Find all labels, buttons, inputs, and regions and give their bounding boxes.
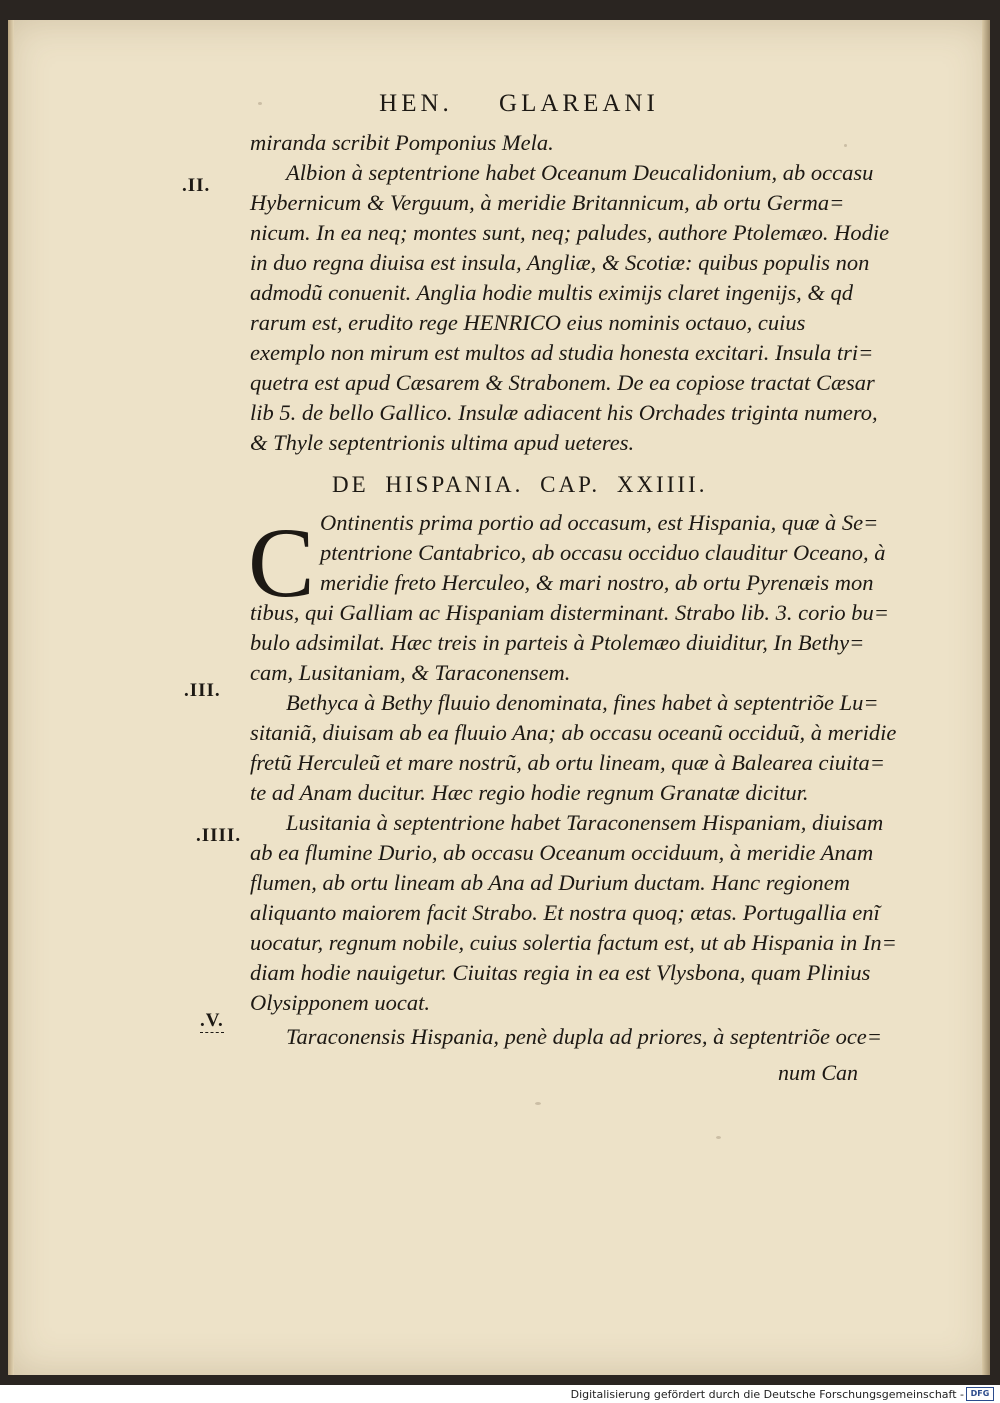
text-line: rarum est, erudito rege HENRICO eius nominis octauo, cuius [250,310,806,335]
text-line: quetra est apud Cæsarem & Strabonem. De ea copiose tractat Cæsar [250,370,875,395]
text-line: diam hodie nauigetur. Ciuitas regia in ea est Vlysbona, quam Plinius [250,960,871,985]
text-line: uocatur, regnum nobile, cuius solertia factum est, ut ab Hispania in In= [250,930,897,955]
text-line: cam, Lusitaniam, & Taraconensem. [250,660,571,685]
paper-speck [844,144,847,147]
text-line: nicum. In ea neq; montes sunt, neq; paludes, authore Ptolemæo. Hodie [250,220,890,245]
text-line: lib 5. de bello Gallico. Insulæ adiacent his Orchades triginta numero, [250,400,878,425]
text-line: Bethyca à Bethy fluuio denominata, fines habet à septentriõe Lu= [286,690,879,715]
text-line: meridie freto Herculeo, & mari nostro, ab ortu Pyrenæis mon [320,570,874,595]
text-line: miranda scribit Pomponius Mela. [250,130,554,155]
margin-number: .IIII. [196,825,242,846]
text-line: aliquanto maiorem facit Strabo. Et nostra quoq; ætas. Portugallia enĩ [250,900,880,925]
text-line: te ad Anam ducitur. Hæc regio hodie regnum Granatæ dicitur. [250,780,809,805]
text-line: exemplo non mirum est multos ad studia honesta excitari. Insula tri= [250,340,874,365]
margin-number: .II. [182,175,211,196]
text-line: in duo regna diuisa est insula, Angliæ, & Scotiæ: quibus populis non [250,250,870,275]
margin-number: .III. [184,680,221,701]
text-line: Hybernicum & Verguum, à meridie Britannicum, ab ortu Germa= [250,190,845,215]
paper-speck [535,1102,541,1105]
text-line: Taraconensis Hispania, penè dupla ad priores, à septentriõe oce= [286,1024,882,1049]
text-line: fretũ Herculeũ et mare nostrũ, ab ortu lineam, quæ à Balearea ciuita= [250,750,885,775]
text-line: ab ea flumine Durio, ab occasu Oceanum occiduum, à meridie Anam [250,840,874,865]
margin-number: .V. [200,1010,224,1031]
text-line: Albion à septentrione habet Oceanum Deucalidonium, ab occasu [286,160,874,185]
paper-speck [716,1136,721,1139]
digitization-credit: Digitalisierung gefördert durch die Deutsche Forschungsgemeinschaft - [570,1388,964,1401]
text-line: ptentrione Cantabrico, ab occasu occiduo clauditur Oceano, à [320,540,886,565]
catchword: num Can [778,1060,859,1085]
text-line: Ontinentis prima portio ad occasum, est Hispania, quæ à Se= [320,510,879,535]
text-line: sitaniã, diuisam ab ea fluuio Ana; ab occasu oceanũ occiduũ, à meridie [250,720,897,745]
text-line: admodũ conuenit. Anglia hodie multis eximijs claret ingenijs, & qd [250,280,854,305]
text-line: & Thyle septentrionis ultima apud ueteres. [250,430,635,455]
text-line: Olysipponem uocat. [250,990,430,1015]
running-head: HEN. GLAREANI [379,90,659,117]
drop-cap: C [248,507,315,618]
book-page [8,20,990,1375]
paper-speck [258,102,262,105]
text-line: bulo adsimilat. Hæc treis in parteis à Ptolemæo diuiditur, In Bethy= [250,630,865,655]
page-edge-right [982,20,990,1375]
text-line: Lusitania à septentrione habet Taraconensem Hispaniam, diuisam [286,810,884,835]
dfg-logo: DFG [966,1387,994,1401]
page-edge-left [8,20,14,1375]
text-line: tibus, qui Galliam ac Hispaniam disterminant. Strabo lib. 3. corio bu= [250,600,889,625]
text-line: flumen, ab ortu lineam ab Ana ad Durium ductam. Hanc regionem [250,870,850,895]
chapter-heading: DE HISPANIA. CAP. XXIIII. [332,472,708,497]
